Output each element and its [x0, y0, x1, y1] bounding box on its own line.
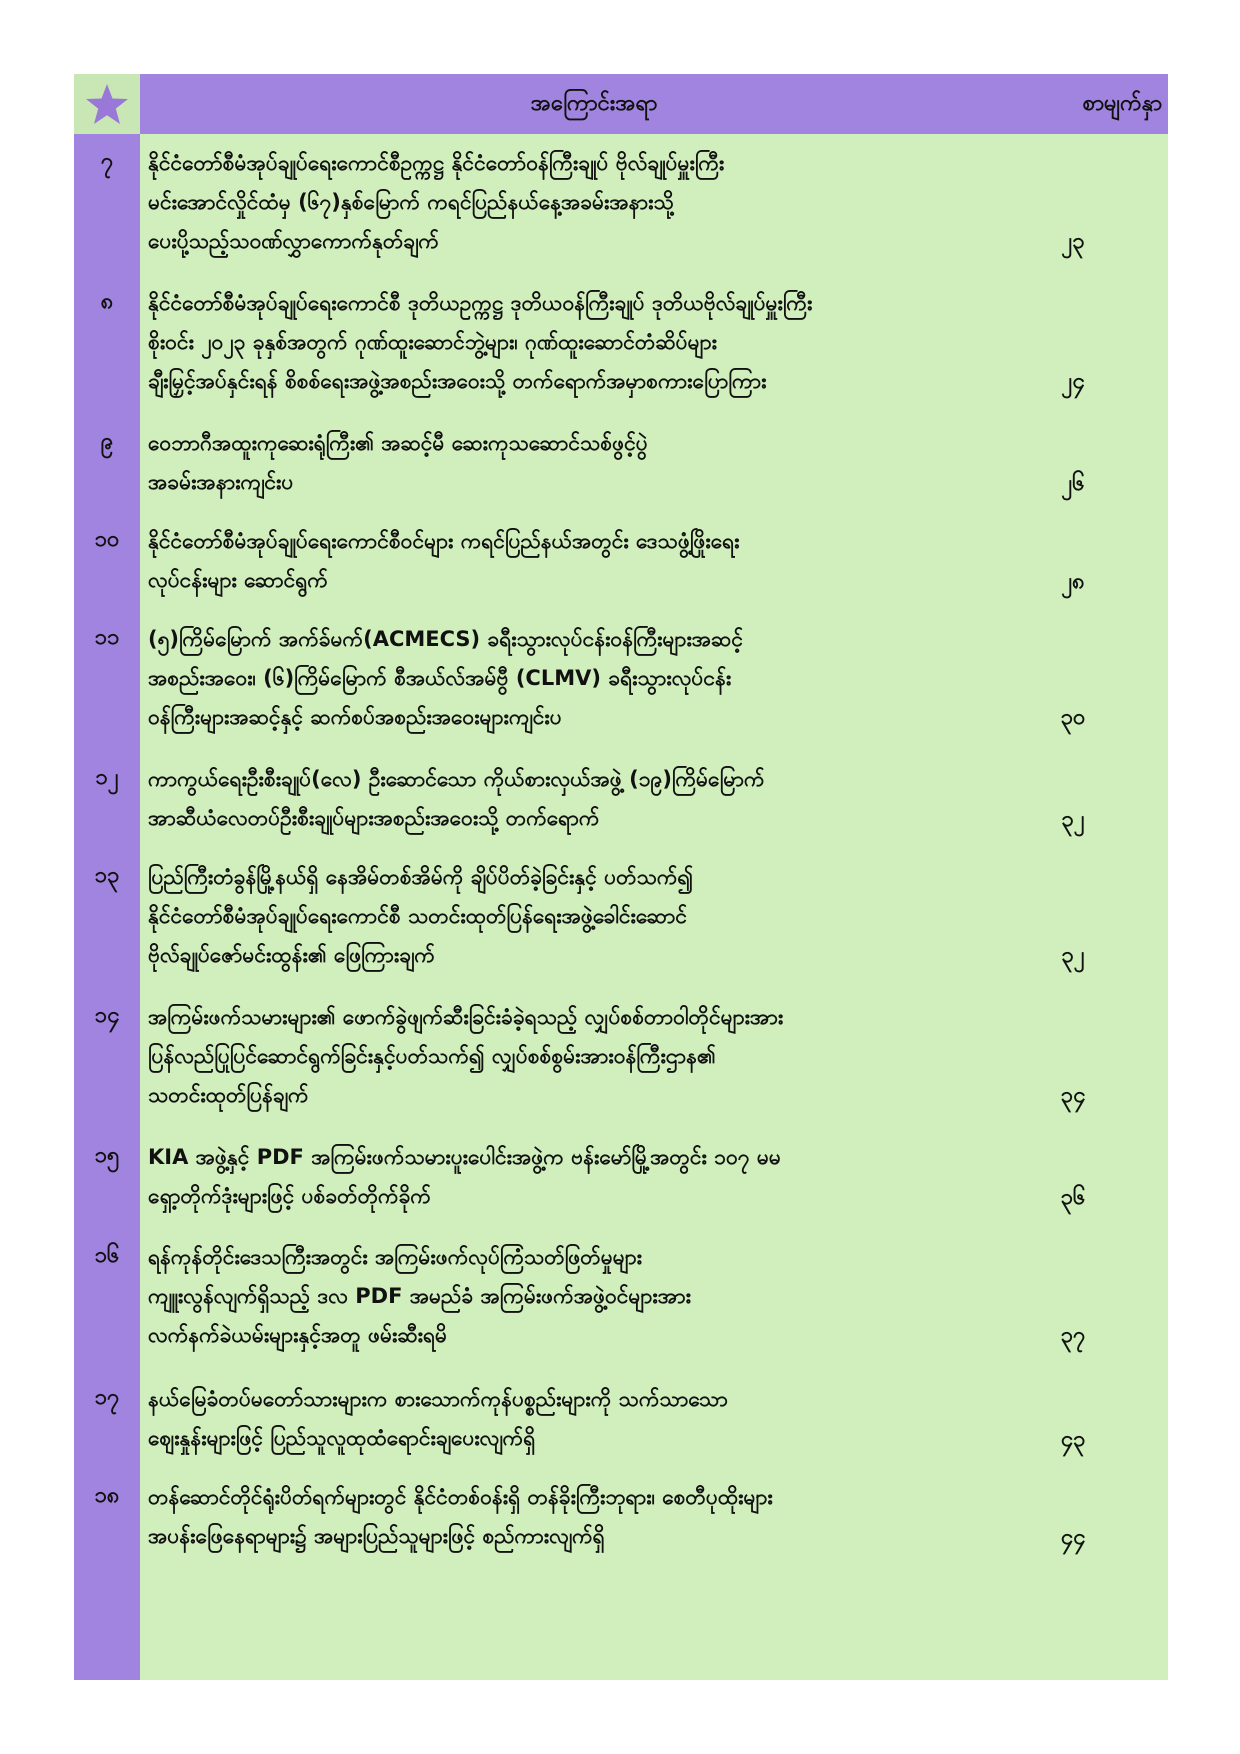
toc-header [74, 74, 1168, 134]
header-bar [140, 74, 1168, 134]
entry-page-number: ၃၂ [1061, 807, 1085, 832]
entry-title: KIA အဖွဲ့နှင့် PDF အကြမ်းဖက်သမားပူးပေါင်းအဖွဲ့က ဗန်းမော်မြို့အတွင်း ၁၀၇ မမ ရှော့တိုက်ဒုံးများဖြင့် ပစ်ခတ်တိုက်ခိုက် [148, 1145, 781, 1208]
star-icon [84, 82, 130, 126]
entry-page-number: ၂၆ [1061, 471, 1085, 496]
entry-title: နိုင်ငံတော်စီမံအုပ်ချုပ်ရေးကောင်စီဝင်များ ကရင်ပြည်နယ်အတွင်း ဒေသဖွံ့ဖြိုးရေး လုပ်ငန်းများ ဆောင်ရွက် [148, 529, 740, 592]
table-of-contents [74, 74, 1168, 1680]
star-cell [74, 74, 140, 134]
entry-number: ၁၈ [94, 1483, 120, 1508]
entry-title: နိုင်ငံတော်စီမံအုပ်ချုပ်ရေးကောင်စီဥက္ကဋ္ဌ နိုင်ငံတော်ဝန်ကြီးချုပ် ဗိုလ်ချုပ်မှူးကြီး မင်းအောင်လှိုင်ထံမှ (၆၇)နှစ်မြောက် ကရင်ပြည်နယ်နေ့အခမ်းအနားသို့ ပေးပို့သည့်သဝဏ်လွှာကောက်နုတ်ချက် [148, 151, 725, 253]
entry-number: ၁၆ [94, 1243, 120, 1268]
page-column-label: စာမျက်နှာ [1082, 91, 1162, 116]
entry-number: ၁၇ [94, 1385, 120, 1410]
entry-title: ပြည်ကြီးတံခွန်မြို့နယ်ရှိ နေအိမ်တစ်အိမ်ကို ချိပ်ပိတ်ခဲ့ခြင်းနှင့် ပတ်သက်၍ နိုင်ငံတော်စီမံအုပ်ချုပ်ရေးကောင်စီ သတင်းထုတ်ပြန်ရေးအဖွဲ့ခေါင်းဆောင် ဗိုလ်ချုပ်ဇော်မင်းထွန်း၏ ဖြေကြားချက် [148, 865, 694, 967]
entry-page-number: ၃၀ [1060, 705, 1086, 730]
entry-number: ၁၀ [94, 527, 120, 552]
entry-number: ၁၄ [94, 1003, 120, 1028]
toc-title: အကြောင်းအရာ [530, 91, 658, 116]
entry-number: ၁၂ [95, 765, 119, 790]
entry-page-number: ၃၆ [1060, 1185, 1086, 1210]
entry-title: ရန်ကုန်တိုင်းဒေသကြီးအတွင်း အကြမ်းဖက်လုပ်ကြံသတ်ဖြတ်မှုများ ကျူးလွန်လျက်ရှိသည့် ဒလ PDF အမည်ခံ အကြမ်းဖက်အဖွဲ့ဝင်များအား လက်နက်ခဲယမ်းများနှင့်အတူ ဖမ်းဆီးရမိ [148, 1245, 691, 1347]
entry-title: (၅)ကြိမ်မြောက် အက်ခ်မက်(ACMECS) ခရီးသွားလုပ်ငန်းဝန်ကြီးများအဆင့် အစည်းအဝေး၊ (၆)ကြိမ်မြောက် စီအယ်လ်အမ်ဗွီ (CLMV) ခရီးသွားလုပ်ငန်း ဝန်ကြီးများအဆင့်နှင့် ဆက်စပ်အစည်းအဝေးများကျင်းပ [148, 627, 744, 729]
entry-number: ၈ [100, 289, 114, 314]
entry-title: ဝေဘာဂီအထူးကုဆေးရုံကြီး၏ အဆင့်မီ ဆေးကုသဆောင်သစ်ဖွင့်ပွဲ အခမ်းအနားကျင်းပ [148, 431, 648, 494]
entry-title: အကြမ်းဖက်သမားများ၏ ဖောက်ခွဲဖျက်ဆီးခြင်းခံခဲ့ရသည့် လျှပ်စစ်တာဝါတိုင်များအား ပြန်လည်ပြုပြင်ဆောင်ရွက်ခြင်းနှင့်ပတ်သက်၍ လျှပ်စစ်စွမ်းအားဝန်ကြီးဌာန၏ သတင်းထုတ်ပြန်ချက် [148, 1005, 784, 1107]
entry-page-number: ၂၃ [1061, 229, 1085, 254]
entry-title: တန်ဆောင်တိုင်ရုံးပိတ်ရက်များတွင် နိုင်ငံတစ်ဝန်းရှိ တန်ခိုးကြီးဘုရား၊ စေတီပုထိုးများ အပန်းဖြေနေရာများ၌ အများပြည်သူများဖြင့် စည်ကားလျက်ရှိ [148, 1485, 773, 1548]
entry-page-number: ၃၂ [1061, 943, 1085, 968]
entry-page-number: ၄၄ [1060, 1525, 1086, 1550]
entry-title: နယ်မြေခံတပ်မတော်သားများက စားသောက်ကုန်ပစ္စည်းများကို သက်သာသော ဈေးနှုန်းများဖြင့် ပြည်သူလူထုထံရောင်းချပေးလျက်ရှိ [148, 1387, 728, 1450]
entry-page-number: ၂၄ [1061, 369, 1085, 394]
entry-number: ၉ [100, 429, 114, 454]
entry-title: ကာကွယ်ရေးဦးစီးချုပ်(လေ) ဦးဆောင်သော ကိုယ်စားလှယ်အဖွဲ့ (၁၉)ကြိမ်မြောက် အာဆီယံလေတပ်ဦးစီးချုပ်များအစည်းအဝေးသို့ တက်ရောက် [148, 767, 765, 830]
entry-page-number: ၃၇ [1060, 1323, 1086, 1348]
entry-number: ၁၁ [94, 625, 120, 650]
entry-page-number: ၃၄ [1060, 1083, 1086, 1108]
entry-number: ၁၅ [94, 1143, 120, 1168]
entry-page-number: ၂၈ [1061, 569, 1085, 594]
entry-number: ၇ [100, 149, 114, 174]
entry-page-number: ၄၃ [1060, 1427, 1086, 1452]
entry-title: နိုင်ငံတော်စီမံအုပ်ချုပ်ရေးကောင်စီ ဒုတိယဥက္ကဋ္ဌ ဒုတိယဝန်ကြီးချုပ် ဒုတိယဗိုလ်ချုပ်မှူးကြီး စိုးဝင်း ၂၀၂၃ ခုနှစ်အတွက် ဂုဏ်ထူးဆောင်ဘွဲ့များ၊ ဂုဏ်ထူးဆောင်တံဆိပ်များ ချီးမြှင့်အပ်နှင်းရန် စိစစ်ရေးအဖွဲ့အစည်းအဝေးသို့ တက်ရောက်အမှာစကားပြောကြား [148, 291, 813, 393]
entry-number: ၁၃ [94, 863, 120, 888]
